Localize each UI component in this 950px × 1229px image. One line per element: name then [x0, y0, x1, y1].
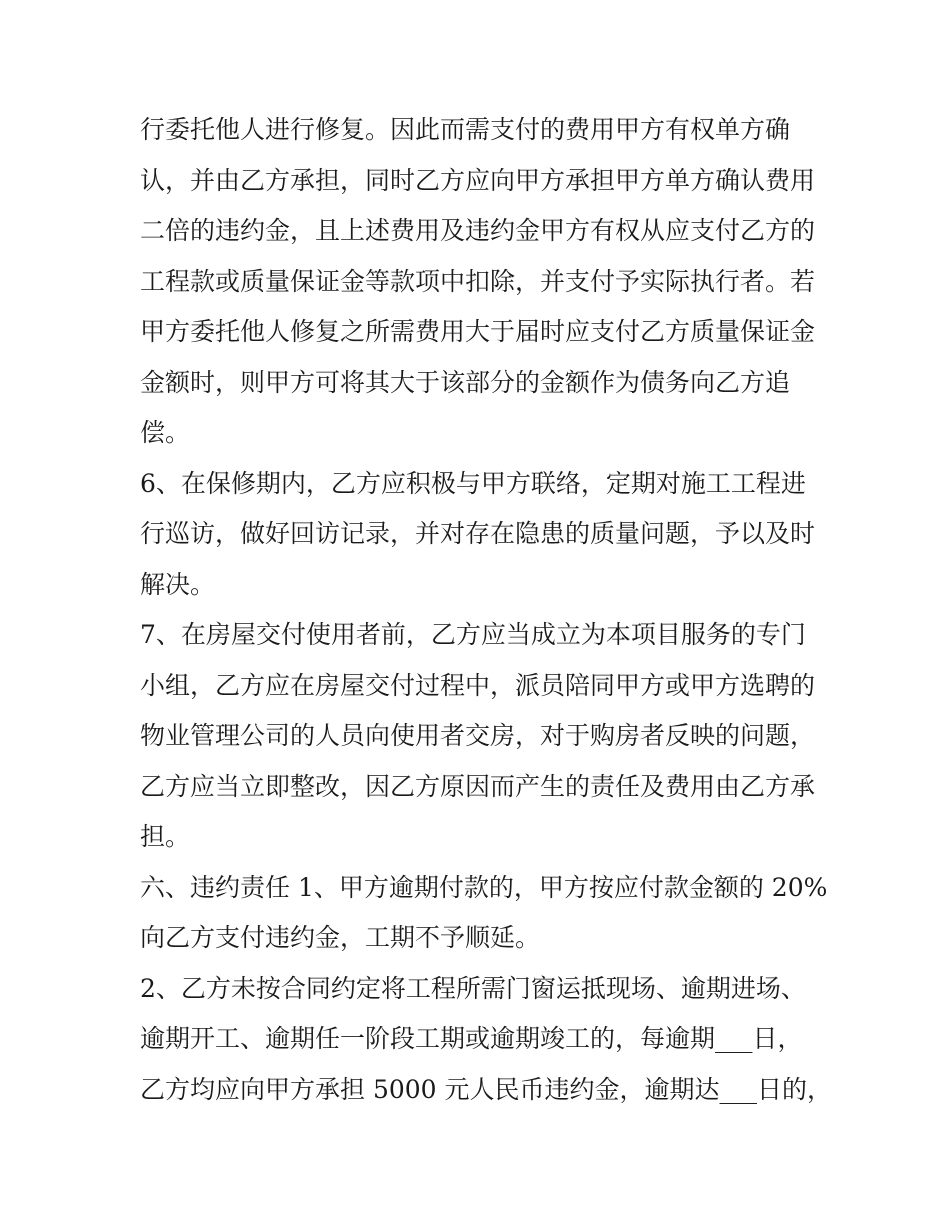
text-line: 认，并由乙方承担，同时乙方应向甲方承担甲方单方确认费用 [140, 166, 816, 195]
text-line: 金额时，则甲方可将其大于该部分的金额作为债务向乙方追 [140, 368, 791, 397]
text-line: 小组，乙方应在房屋交付过程中，派员陪同甲方或甲方选聘的 [140, 671, 816, 700]
text-line: 逾期开工、逾期任一阶段工期或逾期竣工的，每逾期___日， [140, 1024, 803, 1053]
text-line: 六、违约责任 1、甲方逾期付款的，甲方按应付款金额的 20% [140, 873, 828, 902]
text-line: 行委托他人进行修复。因此而需支付的费用甲方有权单方确 [140, 115, 791, 144]
text-line: 7、在房屋交付使用者前，乙方应当成立为本项目服务的专门 [140, 620, 806, 649]
text-line: 担。 [140, 822, 191, 851]
text-line: 乙方均应向甲方承担 5000 元人民币违约金，逾期达___日的， [140, 1075, 833, 1104]
text-line: 二倍的违约金，且上述费用及违约金甲方有权从应支付乙方的 [140, 216, 816, 245]
text-line: 物业管理公司的人员向使用者交房，对于购房者反映的问题， [140, 721, 816, 750]
text-line: 解决。 [140, 570, 216, 599]
text-line: 行巡访，做好回访记录，并对存在隐患的质量问题，予以及时 [140, 519, 816, 548]
text-line: 2、乙方未按合同约定将工程所需门窗运抵现场、逾期进场、 [140, 974, 806, 1003]
text-line: 6、在保修期内，乙方应积极与甲方联络，定期对施工工程进 [140, 469, 806, 498]
text-line: 向乙方支付违约金，工期不予顺延。 [140, 923, 541, 952]
text-line: 偿。 [140, 418, 191, 447]
text-line: 乙方应当立即整改，因乙方原因而产生的责任及费用由乙方承 [140, 772, 816, 801]
text-line: 工程款或质量保证金等款项中扣除，并支付予实际执行者。若 [140, 267, 816, 296]
text-line: 甲方委托他人修复之所需费用大于届时应支付乙方质量保证金 [140, 317, 816, 346]
